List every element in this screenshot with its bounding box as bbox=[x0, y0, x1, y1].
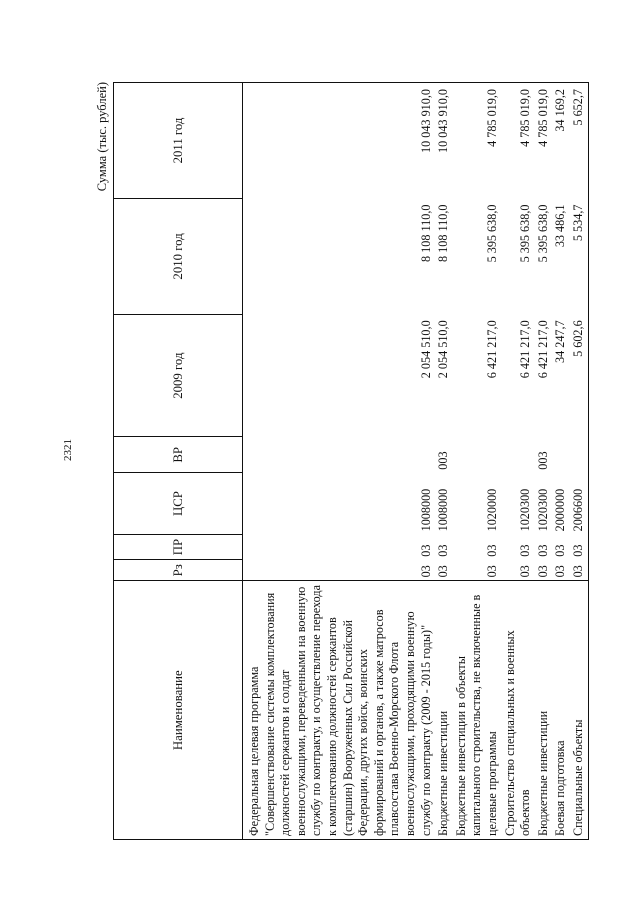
header-name: Наименование bbox=[114, 581, 243, 840]
row-name: Строительство специальных и военных объектов bbox=[503, 581, 536, 840]
row-pr: 03 bbox=[436, 544, 451, 557]
row-rz: 03 bbox=[535, 565, 550, 578]
row-name: Бюджетные инвестиции bbox=[436, 581, 454, 840]
row-2010: 5 395 638,0 bbox=[535, 204, 550, 263]
row-2010: 5 395 638,0 bbox=[484, 204, 499, 263]
row-2010: 8 108 110,0 bbox=[418, 204, 433, 262]
row-name: Бюджетные инвестиции bbox=[536, 581, 554, 840]
row-2010: 33 486,1 bbox=[553, 204, 568, 248]
table-row bbox=[536, 83, 554, 840]
row-2011: 5 652,7 bbox=[571, 83, 589, 199]
row-rz: 03 bbox=[436, 565, 451, 578]
row-2009: 6 421 217,0 bbox=[484, 320, 499, 379]
row-2009: 2 054 510,0 bbox=[436, 320, 451, 379]
header-2011: 2011 год bbox=[114, 83, 243, 199]
row-vr bbox=[571, 437, 589, 473]
row-vr bbox=[454, 437, 503, 473]
table-row bbox=[436, 83, 454, 840]
row-vr: 003 bbox=[436, 451, 451, 470]
row-name: Специальные объекты bbox=[571, 581, 589, 840]
header-csr: ЦСР bbox=[114, 473, 243, 535]
row-name: Федеральная целевая программа "Совершенствование системы комплектования должностей сержантов и солдат военнослужащими, переведенными на военную службу по контракту, и осуществление перехода к комплектованию должностей сержантов (старшин) Вооруженных Сил Российской Федерации, других войск, воинских формирований и органов, а также матросов плавсостава Военно-Морского Флота военнослужащими, проходящими военную службу по контракту (2009 - 2015 годы)" bbox=[243, 581, 437, 840]
row-2010: 5 534,7 bbox=[571, 199, 589, 315]
rotated-table-sheet bbox=[95, 60, 595, 840]
row-pr: 03 bbox=[571, 534, 589, 559]
row-csr: 2000000 bbox=[553, 488, 568, 532]
row-vr bbox=[553, 437, 571, 473]
header-2009: 2009 год bbox=[114, 314, 243, 437]
table-row bbox=[503, 83, 536, 840]
page-number: 2321 bbox=[62, 439, 74, 461]
row-rz: 03 bbox=[571, 560, 589, 581]
row-name: Боевая подготовка bbox=[553, 581, 571, 840]
units-label: Сумма (тыс. рублей) bbox=[95, 82, 109, 192]
row-2011: 10 043 910,0 bbox=[436, 83, 454, 199]
row-pr: 03 bbox=[553, 544, 568, 557]
row-2009: 34 247,7 bbox=[553, 320, 568, 363]
row-name: Бюджетные инвестиции в объекты капитального строительства, не включенные в целевые программы bbox=[454, 581, 503, 840]
row-rz: 03 bbox=[518, 565, 533, 578]
row-pr: 03 bbox=[484, 544, 499, 557]
row-2009: 6 421 217,0 bbox=[535, 320, 550, 379]
row-vr: 003 bbox=[535, 451, 550, 470]
row-2010: 5 395 638,0 bbox=[518, 204, 533, 263]
row-2011: 4 785 019,0 bbox=[503, 83, 536, 199]
row-rz: 03 bbox=[418, 565, 433, 578]
row-vr bbox=[503, 437, 536, 473]
row-pr: 03 bbox=[418, 544, 433, 557]
table-row bbox=[454, 83, 503, 840]
budget-table bbox=[113, 82, 589, 840]
row-2009: 6 421 217,0 bbox=[518, 320, 533, 379]
table-header-row bbox=[114, 83, 243, 840]
row-csr: 1008000 bbox=[418, 488, 433, 532]
row-csr: 1020000 bbox=[484, 488, 499, 532]
table-row bbox=[243, 83, 437, 840]
row-2011: 4 785 019,0 bbox=[454, 83, 503, 199]
row-csr: 1008000 bbox=[436, 488, 451, 532]
header-vr: ВР bbox=[114, 437, 243, 473]
row-pr: 03 bbox=[518, 544, 533, 557]
row-vr bbox=[243, 437, 437, 473]
row-2011: 34 169,2 bbox=[553, 83, 571, 199]
row-2009: 5 602,6 bbox=[571, 314, 589, 437]
row-2010: 8 108 110,0 bbox=[436, 204, 451, 262]
row-2011: 10 043 910,0 bbox=[243, 83, 437, 199]
row-rz: 03 bbox=[484, 565, 499, 578]
row-csr: 1020300 bbox=[518, 488, 533, 532]
row-pr: 03 bbox=[535, 544, 550, 557]
row-csr: 1020300 bbox=[535, 488, 550, 532]
row-2009: 2 054 510,0 bbox=[418, 320, 433, 379]
header-2010: 2010 год bbox=[114, 199, 243, 315]
row-2011: 4 785 019,0 bbox=[536, 83, 554, 199]
row-csr: 2006600 bbox=[571, 473, 589, 535]
header-pr: ПР bbox=[114, 534, 243, 559]
table-row bbox=[553, 83, 571, 840]
header-rz: Рз bbox=[114, 560, 243, 581]
row-rz: 03 bbox=[553, 565, 568, 578]
table-row bbox=[571, 83, 589, 840]
